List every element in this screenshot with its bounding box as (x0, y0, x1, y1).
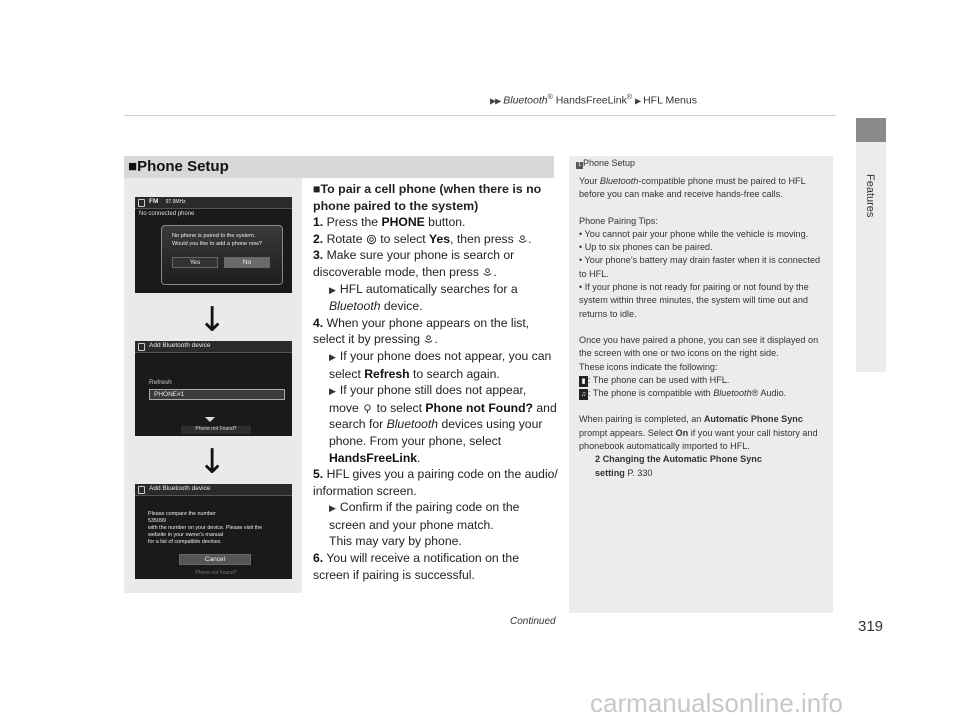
step-3 (313, 247, 558, 280)
tip-text: You cannot pair your phone while the vehicle is moving. (584, 228, 809, 239)
pairing-message (148, 511, 262, 546)
music-note-icon: ♫ (580, 391, 587, 399)
note-paragraph: These icons indicate the following: (579, 361, 718, 372)
band-text: FM (149, 198, 159, 205)
breadcrumb (490, 94, 697, 107)
result-text: to select (373, 400, 426, 415)
watermark: carmanualsonline.info (590, 688, 843, 718)
pairing-line: with the number on your device. Please visit the (148, 525, 263, 531)
note-text: if you want your call history and phonebook automatically imported to HFL. (579, 427, 818, 452)
bluetooth-text: Bluetooth (599, 176, 639, 186)
step-text: , then press (450, 231, 518, 246)
step-text: HFL gives you a pairing code on the audio/ information screen. (313, 467, 558, 498)
auto-sync-label: Automatic Phone Sync (703, 414, 803, 425)
phone-not-found-label: Phone not Found? (425, 400, 534, 415)
note-text: When pairing is completed, an (579, 414, 704, 425)
bluetooth-text: Bluetooth (713, 388, 752, 399)
step-text: You will receive a notification on the screen if pairing is successful. (313, 551, 519, 582)
result-arrow-icon: ▶ (329, 351, 336, 362)
page-number: 319 (858, 618, 884, 635)
screen-compare-number (135, 484, 292, 579)
result-text: devices using your phone. From your phone, select (329, 417, 543, 448)
result-text: If your phone still does not appear, move (329, 383, 527, 415)
press-icon (423, 334, 434, 345)
note-text: prompt appears. Select (579, 427, 676, 438)
instructions (313, 181, 558, 583)
screen-header (135, 341, 292, 353)
side-tab-label: Features (864, 174, 876, 218)
dialog-line-2: Would you like to add a phone now? (172, 241, 263, 247)
step-text: When your phone appears on the list, select it by pressing (313, 315, 530, 347)
tip-text: If your phone is not ready for pairing or not found by the system within three minutes, the system will time out and returns to idle. (579, 282, 809, 319)
notes-body (579, 175, 827, 480)
header-text: Add Bluetooth device (149, 485, 211, 492)
handsfreelink-label: HandsFreeLink (329, 450, 418, 465)
press-icon (482, 267, 493, 278)
dialog-line-1: No phone is paired to the system. (172, 233, 256, 239)
procedure-heading (313, 181, 558, 214)
legend-text: : The phone is compatible with (588, 388, 714, 399)
result-arrow-icon: ▶ (329, 284, 336, 295)
interface-dial-icon (366, 234, 377, 245)
bluetooth-text: Bluetooth (329, 299, 381, 314)
result-text: to search again. (409, 366, 500, 381)
legend-text: : The phone can be used with HFL. (588, 374, 730, 385)
breadcrumb-handsfreelink: HandsFreeLink (552, 94, 627, 107)
phone-button-label: PHONE (381, 215, 425, 230)
icon-legend-phone (579, 374, 827, 387)
header-text: Add Bluetooth device (149, 342, 211, 349)
illustration-panel (124, 178, 302, 593)
step-5-result (313, 499, 558, 550)
note-text: Your (579, 176, 600, 186)
phone-not-found-button[interactable]: Phone not Found? (181, 426, 251, 434)
lock-icon (138, 486, 145, 494)
bluetooth-text: Bluetooth (386, 417, 439, 432)
result-text: If your phone does not appear, you can select (329, 348, 552, 381)
dialog-add-phone (161, 225, 283, 285)
scroll-down-icon (205, 417, 215, 422)
side-tab-marker (856, 118, 886, 142)
band-label (149, 198, 186, 205)
tips-heading: Phone Pairing Tips: (579, 215, 658, 226)
step-1 (313, 214, 558, 231)
note-paragraph: Once you have paired a phone, you can see it displayed on the screen with one or two icons on the right side. (579, 334, 819, 359)
step-number: 6. (313, 551, 324, 566)
step-6 (313, 550, 558, 583)
on-label: On (675, 427, 689, 438)
screen-title: No connected phone (139, 211, 195, 217)
step-4-result-2 (313, 382, 558, 466)
breadcrumb-arrow-icon: ▶▶ (490, 96, 501, 106)
legend-text: ® Audio. (751, 388, 787, 399)
tip-text: Your phone’s battery may drain faster when it is connected to HFL. (579, 255, 821, 279)
step-text: . (528, 231, 532, 246)
press-icon (517, 234, 528, 245)
pairing-line: Please compare the number (148, 511, 216, 517)
tip-bullet: • Your phone’s battery may drain faster when it is connected to HFL. (579, 255, 821, 279)
screen-header (135, 197, 292, 209)
result-text: device. (380, 299, 423, 314)
yes-label: Yes (429, 231, 451, 246)
step-2 (313, 231, 558, 248)
note-marker-icon: 1 (577, 162, 582, 168)
tip-text: Up to six phones can be paired. (584, 242, 713, 253)
section-title-text: Phone Setup (137, 158, 229, 175)
note-paragraph (579, 413, 827, 453)
spacer (579, 202, 827, 215)
screen-header (135, 484, 292, 496)
refresh-item[interactable]: Refresh (149, 379, 172, 386)
step-number: 2. (313, 231, 324, 246)
step-text: Press the (326, 215, 382, 230)
phone-not-found-button[interactable]: Phone not Found? (195, 570, 237, 576)
screen-add-bluetooth-device (135, 341, 292, 436)
refresh-label: Refresh (364, 366, 410, 381)
step-text: . (493, 264, 497, 279)
section-title (128, 158, 229, 175)
tip-bullet: • You cannot pair your phone while the vehicle is moving. (579, 228, 809, 239)
step-number: 1. (313, 215, 324, 230)
continued-label: Continued (510, 616, 556, 627)
step-text: Rotate (326, 231, 366, 246)
spacer (579, 321, 827, 334)
registered-mark: ® (626, 94, 633, 101)
result-arrow-icon: ▶ (329, 386, 336, 397)
down-arrow-icon: ↓ (198, 442, 227, 482)
breadcrumb-arrow-icon: ▶ (635, 96, 641, 106)
cancel-button[interactable]: Cancel (179, 554, 251, 565)
notes-heading-text: Phone Setup (583, 158, 636, 168)
spacer (579, 400, 827, 413)
tip-bullet: • If your phone is not ready for pairing or not found by the system within three minutes, the system will time out and returns to idle. (579, 282, 809, 319)
step-5 (313, 466, 558, 499)
square-bullet-icon: ■ (128, 158, 138, 175)
reference-title: Changing the Automatic Phone Sync setting (595, 454, 762, 478)
cross-reference-link[interactable] (579, 453, 827, 480)
tip-bullet: • Up to six phones can be paired. (579, 242, 713, 253)
header-rule (124, 115, 836, 116)
breadcrumb-bluetooth: Bluetooth (503, 94, 548, 107)
note-paragraph (579, 175, 827, 202)
note-text: -compatible phone must be paired to HFL before you can make and receive hands-free calls. (579, 176, 806, 200)
no-button[interactable]: No (224, 257, 270, 268)
step-4-result-1 (313, 348, 558, 382)
reference-arrow-icon: 2 (595, 454, 601, 465)
step-text: button. (424, 215, 466, 230)
square-bullet-icon: ■ (313, 182, 321, 196)
result-text: HFL automatically searches for a (339, 281, 518, 296)
pairing-code: 535099 (148, 518, 166, 524)
phone-icon: ▮ (579, 376, 588, 387)
breadcrumb-hfl-menus: HFL Menus (643, 94, 697, 107)
result-arrow-icon: ▶ (329, 503, 336, 514)
yes-button[interactable]: Yes (172, 257, 218, 268)
result-text: and search for (329, 400, 557, 432)
notes-heading (576, 158, 635, 169)
result-text: Confirm if the pairing code on the screen and your phone match. (329, 500, 520, 532)
freq-text: 97.9MHz (165, 199, 186, 205)
registered-mark: ® (547, 94, 553, 101)
step-text: . (434, 332, 438, 347)
pairing-line: for a list of compatible devices. (148, 539, 222, 545)
reference-page: P. 330 (624, 467, 653, 478)
screen-no-connected-phone (135, 197, 292, 293)
step-3-result (313, 281, 558, 315)
result-text: . (417, 450, 421, 465)
result-text: This may vary by phone. (329, 534, 462, 549)
step-number: 4. (313, 315, 324, 330)
step-text: Make sure your phone is search or discoverable mode, then press (313, 248, 515, 279)
heading-text: To pair a cell phone (when there is no phone paired to the system) (313, 182, 542, 213)
lock-icon (138, 199, 145, 207)
step-number: 5. (313, 467, 324, 482)
step-4 (313, 315, 558, 348)
step-text: to select (376, 231, 430, 246)
step-number: 3. (313, 248, 324, 263)
icon-legend-audio (579, 387, 827, 400)
phone-list-item[interactable]: PHONE#1 (149, 389, 285, 400)
move-down-icon (362, 403, 373, 414)
pairing-line: website in your owner's manual (148, 532, 224, 538)
down-arrow-icon: ↓ (198, 300, 227, 340)
lock-icon (138, 343, 145, 351)
